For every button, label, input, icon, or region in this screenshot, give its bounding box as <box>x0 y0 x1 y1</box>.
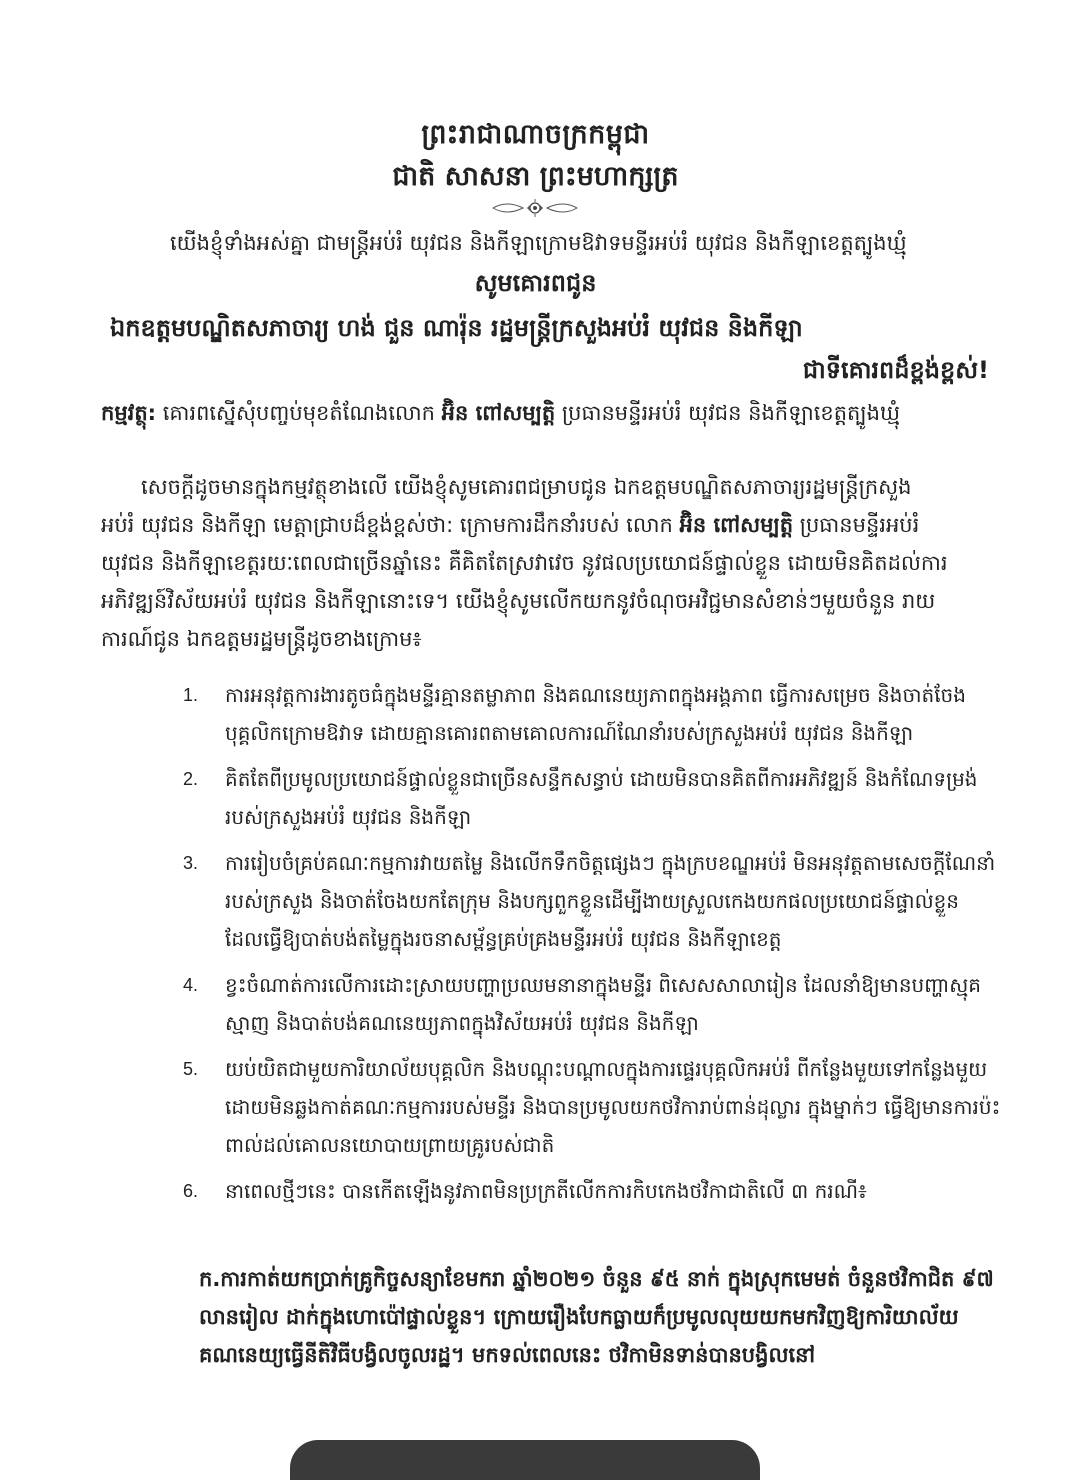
item-text: យប់យិតជាមួយការិយាល័យបុគ្គលិក និងបណ្តុះបណ្តាលក្នុងការផ្ទេរបុគ្គលិកអប់រំ ពីកន្លែងមួយទៅកន្លែងមួយដោយមិនឆ្លងកាត់គណៈកម្មការរបស់មន្ទីរ និងបានប្រមូលយកថវិការាប់ពាន់ដុល្លារ ក្នុងម្នាក់ៗ ធ្វើឱ្យមានការប៉ះពាល់ដល់គោលនយោបាយព្រាយគ្រូរបស់ជាតិ <box>225 1057 1001 1157</box>
sender-line: យើងខ្ញុំទាំងអស់គ្នា ជាមន្ត្រីអប់រំ យុវជន និងកីឡាក្រោមឱវាទមន្ទីរអប់រំ យុវជន និងកីឡាខេត្តត្បូងឃ្មុំ <box>170 231 907 255</box>
intro-row-3: យុវជន និងកីឡាខេត្តរយៈពេលជាច្រើនឆ្នាំនេះ គឺគិតតែស្រវាវេច នូវផលប្រយោជន៍ផ្ទាល់ខ្លួន ដោយមិនគិតដល់ការ <box>101 551 948 575</box>
list-item <box>183 676 1003 752</box>
scan-shadow-bar <box>290 1440 760 1480</box>
national-motto: ជាតិ សាសនា ព្រះមហាក្សត្រ <box>392 161 679 192</box>
subject-text-a: គោរពស្នើសុំបញ្ចប់មុខតំណែងលោក <box>156 401 442 425</box>
item-number: 6. <box>183 1181 199 1201</box>
intro-row-5: ការណ៍ជូន ឯកឧត្តមរដ្ឋមន្ត្រីដូចខាងក្រោម៖ <box>101 627 422 651</box>
salutation: សូមគោរពជូន <box>474 269 597 297</box>
list-item <box>183 844 1003 958</box>
item-number: 2. <box>183 769 199 789</box>
intro-row-4: អភិវឌ្ឍន៍វិស័យអប់រំ យុវជន និងកីឡានោះទេ។ យើងខ្ញុំសូមលើកយកនូវចំណុចអវិជ្ជមានសំខាន់ៗមួយចំនួន រាយ <box>101 589 936 613</box>
intro-row-2-name: អ៊ិន ពៅសម្បត្តិ <box>679 513 794 537</box>
points-list <box>183 676 1003 1218</box>
case-a-paragraph: ក.ការកាត់យកប្រាក់គ្រូកិច្ចសន្យាខែមករា ឆ្នាំ២០២១ ចំនួន ៩៥ នាក់ ក្នុងស្រុកមេមត់ ចំនួនថវិកាជិត ៩៧ លានរៀល ដាក់ក្នុងហោប៉ៅផ្ទាល់ខ្លួន។ ក្រោយរឿងបែកធ្លាយក៏ប្រមូលលុយយកមកវិញឱ្យការិយាល័យគណនេយ្យធ្វើនីតិវិធីបង្វិលចូលរដ្ឋ។ មកទល់ពេលនេះ ថវិកាមិនទាន់បានបង្វិលនៅ <box>199 1267 994 1367</box>
intro-paragraph <box>101 468 999 658</box>
subject-name: អ៊ិន ពៅសម្បត្តិ <box>441 401 556 425</box>
kingdom-heading: ព្រះរាជាណាចក្រកម្ពុជា <box>421 119 650 150</box>
item-number: 5. <box>183 1059 199 1079</box>
item-text: នាពេលថ្មីៗនេះ បានកើតឡើងនូវភាពមិនប្រក្រតីលើកការកិបកេងថវិកាជាតិលើ ៣ ករណី៖ <box>225 1179 867 1203</box>
item-text: ការរៀបចំគ្រប់គណៈកម្មការវាយតម្លៃ និងលើកទឹកចិត្តផ្សេងៗ ក្នុងក្របខណ្ឌអប់រំ មិនអនុវត្តតាមសេចក្តីណែនាំរបស់ក្រសួង និងចាត់ចែងយកតែក្រុម និងបក្សពួកខ្លួនដើម្បីងាយស្រួលកេងយកផលប្រយោជន៍ផ្ទាល់ខ្លួន ដែលធ្វើឱ្យបាត់បង់តម្លៃក្នុងរចនាសម្ព័ន្ធគ្រប់គ្រងមន្ទីរអប់រំ យុវជន និងកីឡាខេត្ត <box>225 851 996 951</box>
list-item <box>183 1172 1003 1210</box>
addressee-line-2: ជាទីគោរពដ៏ខ្ពង់ខ្ពស់! <box>802 356 989 384</box>
item-text: ខ្វះចំណាត់ការលើការដោះស្រាយបញ្ហាប្រឈមនានាក្នុងមន្ទីរ ពិសេសសាលារៀន ដែលនាំឱ្យមានបញ្ហាស្មុគស្មាញ និងបាត់បង់គណនេយ្យភាពក្នុងវិស័យអប់រំ យុវជន និងកីឡា <box>225 973 981 1035</box>
subject-line <box>101 398 900 428</box>
ornament-icon <box>485 196 585 220</box>
intro-row-2-a: អប់រំ យុវជន និងកីឡា មេត្តាជ្រាបដ៏ខ្ពង់ខ្ពស់ថា: ក្រោមការដឹកនាំរបស់ លោក <box>101 513 680 537</box>
subject-text-b: ប្រធានមន្ទីរអប់រំ យុវជន និងកីឡាខេត្តត្បូងឃ្មុំ <box>555 401 900 425</box>
item-text: គិតតែពីប្រមូលប្រយោជន៍ផ្ទាល់ខ្លួនជាច្រើនសន្ទឹកសន្ធាប់ ដោយមិនបានគិតពីការអភិវឌ្ឍន៍ និងកំណែទម្រង់របស់ក្រសួងអប់រំ យុវជន និងកីឡា <box>225 767 978 829</box>
intro-row-2 <box>101 506 999 544</box>
item-number: 4. <box>183 975 199 995</box>
subject-label: កម្មវត្ថុ: <box>101 401 157 425</box>
item-text: ការអនុវត្តការងារតូចធំក្នុងមន្ទីរគ្មានតម្លាភាព និងគណនេយ្យភាពក្នុងអង្គភាព ធ្វើការសម្រេច និងចាត់ចែងបុគ្គលិកក្រោមឱវាទ ដោយគ្មានគោរពតាមគោលការណ៍ណែនាំរបស់ក្រសួងអប់រំ យុវជន និងកីឡា <box>225 683 966 745</box>
list-item <box>183 966 1003 1042</box>
item-number: 3. <box>183 853 199 873</box>
addressee-line-1: ឯកឧត្តមបណ្ឌិតសភាចារ្យ ហង់ ជួន ណារ៉ុន រដ្ឋមន្ត្រីក្រសួងអប់រំ យុវជន និងកីឡា <box>110 314 803 342</box>
list-item <box>183 1050 1003 1164</box>
item-number: 1. <box>183 685 199 705</box>
intro-row-1: សេចក្តីដូចមានក្នុងកម្មវត្ថុខាងលើ យើងខ្ញុំសូមគោរពជម្រាបជូន ឯកឧត្តមបណ្ឌិតសភាចារ្យរដ្ឋមន្ត្រីក្រសួង <box>141 475 912 499</box>
list-item <box>183 760 1003 836</box>
intro-row-2-b: ប្រធានមន្ទីរអប់រំ <box>793 513 920 537</box>
